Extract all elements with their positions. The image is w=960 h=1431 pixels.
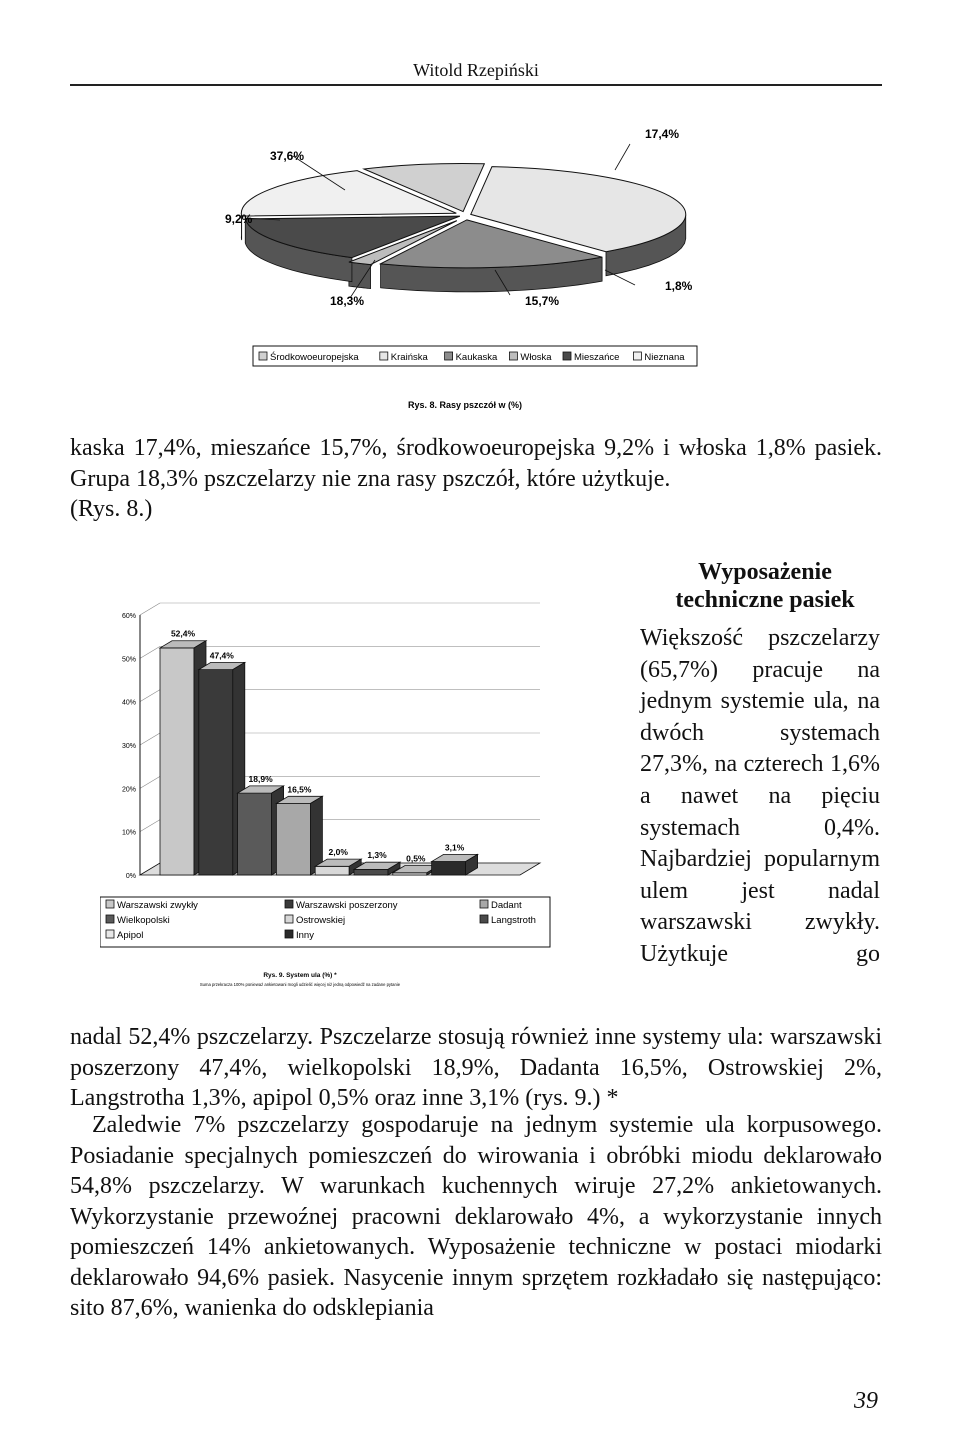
legend-swatch xyxy=(285,915,293,923)
pie-value-label: 37,6% xyxy=(270,149,305,163)
bar-value-label: 47,4% xyxy=(209,650,234,661)
bar xyxy=(276,804,310,876)
legend-label: Wielkopolski xyxy=(117,915,170,926)
section-heading: Wyposażenie techniczne pasiek xyxy=(675,559,855,613)
legend-label: Warszawski zwykły xyxy=(117,900,198,911)
bar xyxy=(315,866,349,875)
paragraph-2: nadal 52,4% pszczelarzy. Pszczelarze stosują również inne systemy ula: warszawski poszerzony 47,4%, wielkopolski 18,9%, Dadanta 16,5%, Ostrowskiej 2%, Langstrotha 1,3%, apipol 0,5% oraz inne 3,1% (rys. 9.) * xyxy=(70,1024,882,1111)
y-tick-label: 40% xyxy=(121,699,136,707)
y-tick-label: 30% xyxy=(121,743,136,750)
bar xyxy=(432,862,466,875)
bar-value-label: 2,0% xyxy=(328,847,348,858)
figure-9-bar-chart xyxy=(100,585,570,1005)
bar-value-label: 1,3% xyxy=(367,850,387,861)
y-tick-label: 60% xyxy=(121,613,136,620)
pie-value-label: 17,4% xyxy=(645,127,680,141)
legend-label: Kraińska xyxy=(390,352,428,363)
grid-diag xyxy=(140,820,160,832)
running-header: Witold Rzepiński xyxy=(413,60,539,80)
pie-value-label: 15,7% xyxy=(525,294,560,308)
bar-value-label: 18,9% xyxy=(248,773,273,784)
legend-swatch xyxy=(106,930,114,938)
legend-swatch xyxy=(633,352,641,360)
bar xyxy=(199,670,233,875)
legend-label: Nieznana xyxy=(644,352,685,363)
legend-label: Apipol xyxy=(117,930,144,941)
bar xyxy=(160,648,194,875)
legend-label: Langstroth xyxy=(491,915,536,926)
figure-9-caption: Rys. 9. System ula (%) * xyxy=(263,972,337,979)
page-number: 39 xyxy=(854,1388,878,1414)
grid-diag xyxy=(140,603,160,615)
legend-label: Włoska xyxy=(520,352,552,363)
paragraph-3: Zaledwie 7% pszczelarzy gospodaruje na jednym systemie ula korpusowego. Posiadanie specjalnych pomieszczeń do wirowania i obróbki miodu deklarowało 54,8% pszczelarzy. W warunkach kuchennych wiruje 27,2% ankietowanych. Wykorzystanie przewoźnej pracowni deklarowało 4%, a wykorzystanie innych pomieszczeń 14% ankietowanych. Wyposażenie techniczne w postaci miodarki deklarowało 94,6% pasiek. Nasycenie innym sprzętem rozkładało się następująco: sito 87,6%, wanienka do odsklepiania xyxy=(70,1112,882,1321)
bar-value-label: 0,5% xyxy=(406,853,426,864)
legend-swatch xyxy=(259,352,267,360)
legend-label: Ostrowskiej xyxy=(296,915,346,926)
legend-label: Dadant xyxy=(491,900,522,911)
pie-leader-line xyxy=(615,144,630,170)
y-tick-label: 0% xyxy=(125,873,136,880)
legend-label: Warszawski poszerzony xyxy=(296,900,398,911)
grid-diag xyxy=(140,646,160,658)
bar-chart-svg xyxy=(100,585,570,1005)
legend-swatch xyxy=(563,352,571,360)
legend-swatch xyxy=(380,352,388,360)
legend-swatch xyxy=(509,352,517,360)
bar xyxy=(354,869,388,875)
legend-swatch xyxy=(285,930,293,938)
grid-diag xyxy=(140,733,160,745)
paragraph-1-end: (Rys. 8.) xyxy=(70,496,153,522)
grid-diag xyxy=(140,776,160,788)
legend-swatch xyxy=(106,900,114,908)
legend-swatch xyxy=(480,900,488,908)
legend-label: Środkowoeuropejska xyxy=(270,352,359,363)
pie-chart-svg xyxy=(225,120,705,420)
side-paragraph: Większość pszczelarzy (65,7%) pracuje na jednym systemie ula, na dwóch systemach 27,3%, na czterech 1,6% a nawet na pięciu systemach 0,4%. Najbardziej popularnym ulem jest nadal warszawski zwykły. Użytkuje go xyxy=(640,625,880,967)
legend-swatch xyxy=(480,915,488,923)
paragraph-1 xyxy=(70,433,882,525)
legend-swatch xyxy=(445,352,453,360)
figure-8-caption: Rys. 8. Rasy pszczół w (%) xyxy=(407,400,523,410)
pie-value-label: 18,3% xyxy=(330,294,365,308)
pie-value-label: 9,2% xyxy=(225,212,253,226)
header-rule xyxy=(70,84,882,86)
figure-8-pie-chart xyxy=(225,120,705,420)
bar xyxy=(238,793,272,875)
bar-value-label: 16,5% xyxy=(287,784,312,795)
y-tick-label: 10% xyxy=(121,829,136,837)
legend-label: Mieszańce xyxy=(574,352,620,363)
pie-value-label: 1,8% xyxy=(665,279,693,293)
grid-diag xyxy=(140,690,160,702)
legend-swatch xyxy=(285,900,293,908)
legend-label: Kaukaska xyxy=(455,352,498,363)
bar-value-label: 52,4% xyxy=(170,628,196,639)
bar-value-label: 3,1% xyxy=(444,842,465,853)
paragraph-1-text: kaska 17,4%, mieszańce 15,7%, środkowoeuropejska 9,2% i włoska 1,8% pasiek. Grupa 18,3% pszczelarzy nie zna rasy pszczół, które użytkuje. xyxy=(70,435,882,492)
figure-9-note: Suma przekracza 100% ponieważ ankietowani mogli udzielić więcej niż jedną odpowiedź na zadane pytanie xyxy=(199,982,401,987)
legend-swatch xyxy=(106,915,114,923)
y-tick-label: 20% xyxy=(121,786,136,794)
legend-label: Inny xyxy=(296,930,314,941)
y-tick-label: 50% xyxy=(121,656,136,664)
